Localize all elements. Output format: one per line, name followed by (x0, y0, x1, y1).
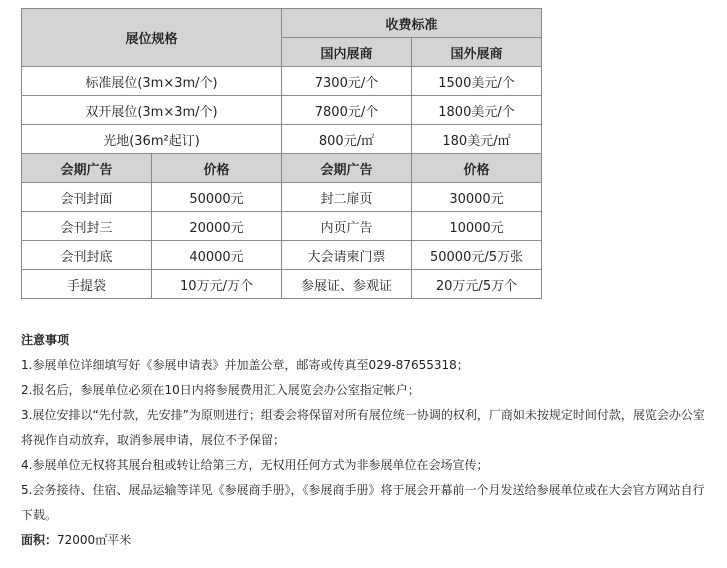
area-label: 面积： (21, 533, 58, 547)
domestic-price-cell: 7800元/个 (282, 96, 412, 125)
ad-item-cell: 参展证、参观证 (282, 270, 412, 299)
ad-price-cell: 50000元/5万张 (412, 241, 542, 270)
ad-price-cell: 20万元/5万个 (412, 270, 542, 299)
price-header: 价格 (412, 154, 542, 183)
domestic-price-cell: 800元/㎡ (282, 125, 412, 154)
table-row (22, 67, 542, 96)
booth-spec-cell: 光地(36m²起订) (22, 125, 282, 154)
table-row (22, 96, 542, 125)
ad-header: 会期广告 (282, 154, 412, 183)
ad-price-cell: 50000元 (152, 183, 282, 212)
ad-price-cell: 40000元 (152, 241, 282, 270)
ad-item-cell: 内页广告 (282, 212, 412, 241)
ad-price-cell: 30000元 (412, 183, 542, 212)
note-item: 5.会务接待、住宿、展品运输等详见《参展商手册》，《参展商手册》将于展会开幕前一个月发送给参展单位或在大会官方网站自行下载。 (21, 483, 705, 522)
area-line (21, 528, 711, 553)
ad-item-cell: 封二扉页 (282, 183, 412, 212)
ad-item-cell: 会刊封面 (22, 183, 152, 212)
booth-spec-header: 展位规格 (22, 9, 282, 67)
fee-standard-header: 收费标准 (282, 9, 542, 38)
notes-title: 注意事项 (21, 333, 70, 347)
ad-item-cell: 手提袋 (22, 270, 152, 299)
domestic-exhibitor-header: 国内展商 (282, 38, 412, 67)
ad-item-cell: 会刊封三 (22, 212, 152, 241)
price-header: 价格 (152, 154, 282, 183)
foreign-exhibitor-header: 国外展商 (412, 38, 542, 67)
foreign-price-cell: 180美元/㎡ (412, 125, 542, 154)
table-row (22, 183, 542, 212)
notes-section (21, 328, 711, 553)
table-row (22, 270, 542, 299)
note-item: 3.展位安排以“先付款，先安排”为原则进行；组委会将保留对所有展位统一协调的权利，厂商如未按规定时间付款，展览会办公室将视作自动放弃，取消参展申请，展位不予保留； (21, 408, 705, 447)
area-value: 72000㎡平米 (57, 533, 132, 547)
ad-header: 会期广告 (22, 154, 152, 183)
domestic-price-cell: 7300元/个 (282, 67, 412, 96)
note-item: 2.报名后，参展单位必须在10日内将参展费用汇入展览会办公室指定帐户； (21, 383, 420, 397)
note-item: 1.参展单位详细填写好《参展申请表》并加盖公章，邮寄或传真至029-87655318； (21, 358, 469, 372)
ad-item-cell: 大会请柬门票 (282, 241, 412, 270)
ad-price-cell: 10000元 (412, 212, 542, 241)
ad-price-cell: 10万元/万个 (152, 270, 282, 299)
ad-price-cell: 20000元 (152, 212, 282, 241)
ad-item-cell: 会刊封底 (22, 241, 152, 270)
table-row (22, 241, 542, 270)
table-row (22, 212, 542, 241)
foreign-price-cell: 1800美元/个 (412, 96, 542, 125)
pricing-table (21, 8, 542, 299)
foreign-price-cell: 1500美元/个 (412, 67, 542, 96)
table-row (22, 125, 542, 154)
booth-spec-cell: 标准展位(3m×3m/个) (22, 67, 282, 96)
booth-spec-cell: 双开展位(3m×3m/个) (22, 96, 282, 125)
note-item: 4.参展单位无权将其展台租或转让给第三方，无权用任何方式为非参展单位在会场宣传； (21, 458, 489, 472)
